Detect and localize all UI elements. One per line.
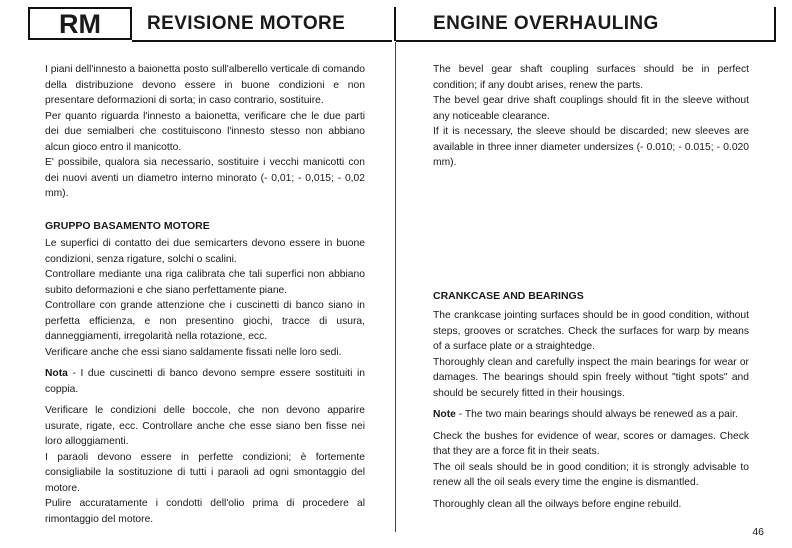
header-title-italian: REVISIONE MOTORE [147, 13, 346, 34]
note-label: Note [433, 409, 456, 420]
paragraph: Thoroughly clean and carefully inspect the main bearings for wear or damages. The bearings should spin freely without "tight spots" and should be securely fitted in their housings. [433, 356, 749, 399]
header-rule-right [396, 40, 776, 42]
english-column [433, 62, 749, 512]
paragraph: Le superfici di contatto dei due semicarters devono essere in buone condizioni, senza rigature, solchi o scalini. [45, 238, 365, 265]
paragraph: Verificare anche che essi siano saldamente fissati nelle loro sedi. [45, 346, 342, 358]
paragraph: Pulire accuratamente i condotti dell'olio prima di procedere al rimontaggio del motore. [45, 498, 365, 525]
note-text: - I due cuscinetti di banco devono sempre essere sostituiti in coppia. [45, 368, 365, 395]
section-heading: CRANKCASE AND BEARINGS [433, 289, 584, 302]
paragraph: The crankcase jointing surfaces should be in good condition, without steps, grooves or scratches. Check the surfaces for warp by means of a surface plate or a straightedge. [433, 310, 749, 352]
header-title-english: ENGINE OVERHAULING [433, 13, 659, 34]
paragraph: I paraoli devono essere in perfette condizioni; è fortemente consigliabile la sostituzione di tutti i paraoli ad ogni smontaggio del motore. [45, 451, 365, 494]
note-label: Nota [45, 368, 68, 379]
note [45, 366, 365, 397]
paragraph: The bevel gear shaft coupling surfaces should be in perfect condition; if any doubt arises, renew the parts. [433, 64, 749, 91]
paragraph: Controllare con grande attenzione che i cuscinetti di banco siano in perfetta efficienza, e non presentino giochi, tracce di usura, danneggiamenti, irregolarità nella rotazione, ecc. [45, 300, 365, 342]
paragraph: Controllare mediante una riga calibrata che tali superfici non abbiano subito deformazioni e che siano perfettamente piane. [45, 269, 365, 296]
note [433, 407, 749, 423]
paragraph: The bevel gear drive shaft couplings should fit in the sleeve without any noticeable clearance. [433, 95, 749, 122]
paragraph: Verificare le condizioni delle boccole, che non devono apparire usurate, rigate, ecc. Controllare anche che esse siano ben fisse nei loro alloggiamenti. [45, 405, 365, 447]
page-number: 46 [752, 526, 764, 538]
header-end-bar [774, 7, 776, 41]
section-code-box: RM [28, 7, 132, 40]
italian-column [45, 62, 365, 527]
paragraph: E' possibile, qualora sia necessario, sostituire i vecchi manicotti con dei nuovi aventi un diametro interno minorato (- 0,01; - 0,015; - 0,02 mm). [45, 157, 365, 199]
paragraph: Check the bushes for evidence of wear, scores or damages. Check that they are a force fit in their seats. [433, 430, 749, 457]
note-text: - The two main bearings should always be renewed as a pair. [455, 409, 738, 420]
paragraph: I piani dell'innesto a baionetta posto sull'alberello verticale di comando della distribuzione devono essere in buone condizioni e non presentare deformazioni di sorta; in caso contrario, sostituire. [45, 64, 365, 106]
header-divider [394, 7, 396, 41]
header-rule-left [132, 40, 392, 42]
paragraph: If it is necessary, the sleeve should be discarded; new sleeves are available in three inner diameter undersizes (- 0.010; - 0.015; - 0.020 mm). [433, 126, 749, 168]
section-heading: GRUPPO BASAMENTO MOTORE [45, 219, 210, 232]
paragraph: Per quanto riguarda l'innesto a baionetta, verificare che le due parti dei due semialberi che costituiscono l'innesto stesso non abbiano alcun gioco entro il manicotto. [45, 110, 365, 153]
paragraph: The oil seals should be in good condition; it is strongly advisable to renew all the oil seals every time the engine is dismantled. [433, 461, 749, 488]
paragraph: Thoroughly clean all the oilways before engine rebuild. [433, 498, 682, 510]
column-divider [395, 42, 396, 532]
page-header [0, 0, 792, 44]
